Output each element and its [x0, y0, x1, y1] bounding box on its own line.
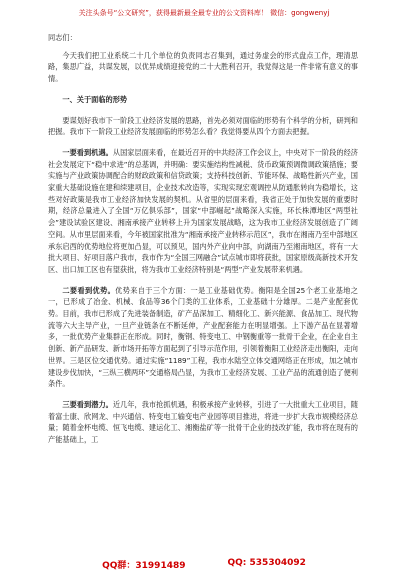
paragraph-potential — [48, 399, 358, 446]
paragraph-advantage — [48, 285, 358, 390]
banner-link[interactable]: 关注头条号“公文研究”，获得最新最全最专业的公文资料库！ 微信：gongwenyj — [78, 8, 330, 17]
paragraph-body: 近几年，我市抢抓机遇，积极承接产业转移，引进了一大批重大工业项目，随着富士康、欣网龙、中兴通信、特变电工输变电产业园等项目推进，将进一步扩大我市规模经济总量；随着金杯电缆、恒飞电缆、建运化工、湘衡盐矿等一批骨干企业的技改扩能，我市将在现有的产能基础上，工 — [48, 399, 358, 445]
footer-qq-group: QQ群：31991489 — [102, 561, 186, 571]
intro-paragraph: 今天我们把工业系统二十几个单位的负责同志召集到，通过务虚会的形式盘点工作，理清思路，集思广益，共谋发展，以优异成绩迎接党的二十大胜利召开，我觉得这是一件非常有意义的事情。 — [48, 50, 358, 84]
document-body — [48, 32, 358, 446]
greeting: 同志们： — [48, 33, 77, 42]
footer-contact — [0, 558, 408, 571]
paragraph-lead: 二要看到优势。 — [62, 285, 116, 295]
section-intro-paragraph: 要谋划好我市下一阶段工业经济发展的思路，首先必须对面临的形势有个科学的分析，研判和把握。我市下一阶段工业经济发展面临的形势怎么看？我觉得要从四个方面去把握。 — [48, 115, 358, 137]
section-heading: 一、关于面临的形势 — [62, 94, 128, 104]
paragraph-body: 从国家层面来看，在最近召开的中共经济工作会议上，中央对下一阶段的经济社会发展定下“稳中求进”的总基调，并明确：要实施结构性减税、货币政策预调微调政策措施；要实施与产业政策协调配合的财政政策和信贷政策；支持科技创新、节能环保、战略性新兴产业，国家重大基础设施在建和续建项目，企业技术改造等，实现实现宏观调控从防通胀转向为稳增长，这些对好政策是我市工业经济加快发展的契机。从省里的层面来看，我省正处于加快发展的重要时期，经济总量进入了全国“万亿俱乐部”，国家“中部崛起”战略深入实施，环长株潭地区“两型社会”建设试验区建设、湘南承接产业转移上升为国家发展战略，这为我市工业经济发展创造了广阔空间。从市里层面来看，今年被国家批准为“湘南承接产业转移示范区”，我市在湘南乃至中部地区承东启西的优势地位将更加凸显，可以预见，国内外产业向中部，向湖南乃至湘南地区，将有一大批大项目、好项目落户我市，我市作为“全国三网融合”试点城市即将获批，国家原级高新技术开发区、出口加工区也有望获批，将为我市工业经济特别是“两型”产业发展带来机遇。 — [48, 147, 358, 274]
paragraph-lead: 三要看到潜力。 — [62, 399, 113, 409]
paragraph-body: 优势来自于三个方面：一是工业基础优势。衡阳是全国25个老工业基地之一，已形成了冶金、机械、食品等36个门类的工业体系，工业基础十分雄厚。二是产业配套优势。目前，我市已形成了先进装备制造，矿产品深加工、精细化工、新兴能源、食品加工、现代物流等六大主导产业，一旦产业链条在不断延伸，产业配套能力在明显增强。上下游产品在显著增多，一批优势产业集群正在形成。同时，衡钢、特变电工、中钢衡重等一批骨干企业，在企业自主创新、新产品研发、新市场开拓等方面起到了引导示范作用，引领着衡阳工业经济走出衡阳，走向世界。三是区位交通优势。通过实施“1189”工程，我市水陆空立体交通网络正在形成，加之城市建设步伐加快，“三纵三横两环”交通格局凸显，为我市工业经济发展、工业产品的流通创造了便利条件。 — [48, 285, 358, 389]
paragraph-lead: 一要看到机遇。 — [62, 147, 113, 157]
footer-qq: QQ: 535304092 — [227, 558, 306, 568]
header-banner[interactable] — [0, 0, 408, 26]
paragraph-opportunity — [48, 147, 358, 276]
